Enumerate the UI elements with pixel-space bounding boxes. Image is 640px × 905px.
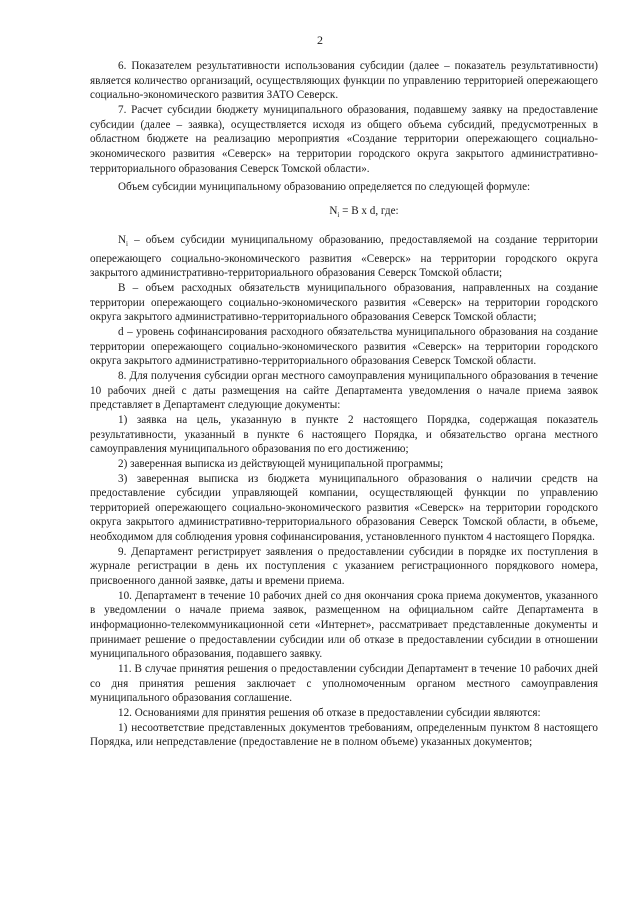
paragraph-8: 8. Для получения субсидии орган местного самоуправления муниципального образования в течение 10 рабочих дней с даты размещения на сайте Департамента уведомления о начале приема заявок представляет в Департамент следующие документы: bbox=[90, 369, 598, 412]
formula-intro: Объем субсидии муниципальному образованию определяется по следующей формуле: bbox=[118, 181, 531, 194]
definition-n-symbol: N bbox=[118, 233, 127, 246]
paragraph-10: 10. Департамент в течение 10 рабочих дней со дня окончания срока приема документов, указанного в уведомлении о начале приема заявок, размещенном на официальном сайте Департамента в информационно-телекоммуникационной сети «Интернет», рассматривает представленные документы и принимает решение о предоставлении субсидии или об отказе в предоставлении субсидии в отношении муниципального образования, подавшего заявку. bbox=[90, 589, 598, 661]
formula bbox=[130, 204, 598, 223]
definition-n-subscript: i bbox=[126, 240, 128, 248]
paragraph-12: 12. Основаниями для принятия решения об отказе в предоставлении субсидии являются: bbox=[118, 707, 541, 719]
paragraph-7: 7. Расчет субсидии бюджету муниципального образования, подавшему заявку на предоставление субсидии (далее – заявка), осуществляется исходя из общего объема субсидий, предусмотренных в областном бюджете на реализацию мероприятия «Создание территории опережающего социально-экономического развития «Северск» на территории городского округа закрытого административно-территориального образования Северск Томской области». bbox=[90, 103, 598, 175]
paragraph-6: 6. Показателем результативности использования субсидии (далее – показатель результативности) является количество организаций, осуществляющих функции по управлению территорией опережающего социально-экономического развития ЗАТО Северск. bbox=[90, 60, 598, 102]
formula-n: N bbox=[329, 204, 338, 217]
paragraph-9: 9. Департамент регистрирует заявления о предоставлении субсидии в порядке их поступления в журнале регистрации в день их поступления с указанием регистрационного порядкового номера, присвоенного данной заявке, даты и времени приема. bbox=[90, 545, 598, 588]
paragraph-11: 11. В случае принятия решения о предоставлении субсидии Департамент в течение 10 рабочих дней со дня принятия решения заключает с уполномоченным органом местного самоуправления муниципального образования соглашение. bbox=[90, 663, 598, 705]
paragraph-8-item-3: 3) заверенная выписка из бюджета муниципального образования о наличии средств на предоставление субсидии управляющей компании, осуществляющей функции по управлению территорией опережающего социально-экономического развития «Северск» на территории городского округа закрытого административно-территориального образования Северск Томской области, в объеме, необходимом для соблюдения уровня софинансирования, установленного пунктом 4 настоящего Порядка. bbox=[90, 472, 598, 544]
formula-rest: = B x d, где: bbox=[339, 204, 399, 217]
paragraph-8-item-2: 2) заверенная выписка из действующей муниципальной программы; bbox=[118, 457, 444, 470]
document-body bbox=[90, 59, 598, 750]
page-number: 2 bbox=[317, 33, 323, 47]
paragraph-8-item-1: 1) заявка на цель, указанную в пункте 2 настоящего Порядка, содержащая показатель результативности, указанный в пункте 6 настоящего Порядка, и обязательство органа местного самоуправления муниципального образования по его достижению; bbox=[90, 413, 598, 456]
paragraph-12-item-1: 1) несоответствие представленных документов требованиям, определенным пунктом 8 настоящего Порядка, или непредставление (предоставление не в полном объеме) указанных документов; bbox=[90, 721, 598, 749]
definition-n bbox=[90, 233, 598, 281]
definition-n-text: – объем субсидии муниципальному образованию, предоставляемой на создание территории опережающего социально-экономического развития «Северск» на территории городского округа закрытого административно-территориального образования Северск Томской области; bbox=[90, 233, 598, 280]
formula-subscript: i bbox=[337, 211, 340, 220]
definition-d: d – уровень софинансирования расходного обязательства муниципального образования на создание территории опережающего социально-экономического развития «Северск» на территории городского округа закрытого административно-территориального образования Северск Томской области. bbox=[90, 325, 598, 368]
definition-b: B – объем расходных обязательств муниципального образования, направленных на создание территории опережающего социально-экономического развития «Северск» на территории городского округа закрытого административно-территориального образования Северск Томской области; bbox=[90, 281, 598, 324]
